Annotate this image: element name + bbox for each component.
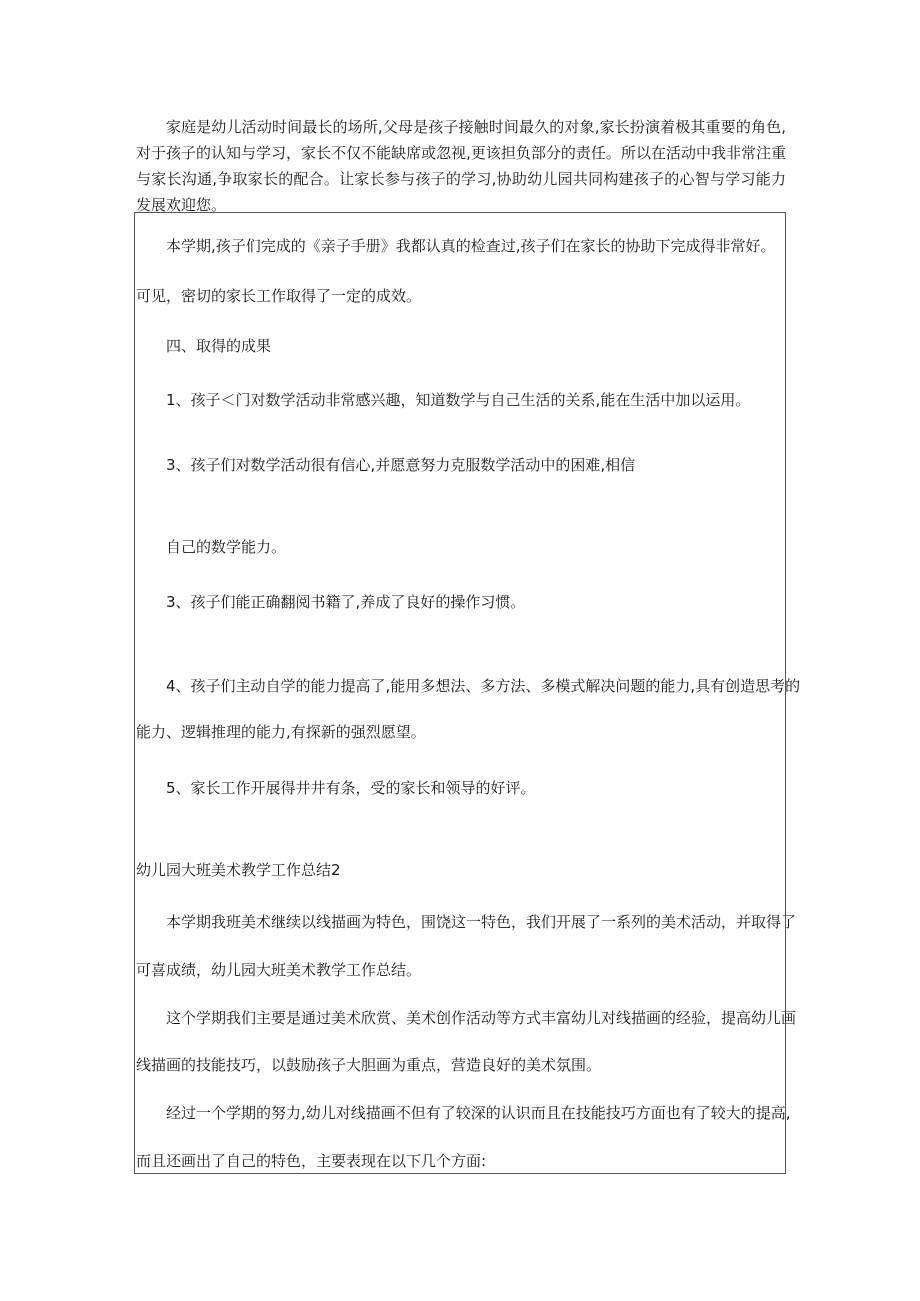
paragraph-art-progress-continued: 而且还画出了自己的特色，主要表现在以下几个方面: bbox=[136, 1152, 487, 1170]
paragraph-art-intro: 本学期我班美术继续以线描画为特色，围饶这一特色，我们开展了一系列的美术活动，并取得了 bbox=[166, 913, 797, 931]
section-heading-results: 四、取得的成果 bbox=[166, 337, 272, 355]
paragraph-art-intro-continued: 可喜成绩，幼儿园大班美术教学工作总结。 bbox=[136, 961, 422, 979]
list-item-3b: 3、孩子们能正确翻阅书籍了,养成了良好的操作习惯。 bbox=[166, 593, 526, 611]
list-item-5: 5、家长工作开展得井井有条，受的家长和领导的好评。 bbox=[166, 779, 536, 797]
paragraph-art-methods: 这个学期我们主要是通过美术欣赏、美术创作活动等方式丰富幼儿对线描画的经验，提高幼儿画 bbox=[166, 1009, 797, 1027]
list-item-1: 1、孩子＜门对数学活动非常感兴趣，知道数学与自己生活的关系,能在生活中加以运用。 bbox=[166, 391, 751, 409]
list-item-3a: 3、孩子们对数学活动很有信心,并愿意努力克服数学活动中的困难,相信 bbox=[166, 456, 636, 474]
paragraph-art-progress: 经过一个学期的努力,幼儿对线描画不但有了较深的认识而且在技能技巧方面也有了较大的提高, bbox=[166, 1104, 791, 1122]
list-item-4: 4、孩子们主动自学的能力提高了,能用多想法、多方法、多模式解决问题的能力,具有创造思考的 bbox=[166, 677, 801, 695]
list-item-3a-continued: 自己的数学能力。 bbox=[166, 538, 287, 556]
paragraph-art-methods-continued: 线描画的技能技巧，以鼓励孩子大胆画为重点，营造良好的美术氛围。 bbox=[136, 1056, 602, 1074]
list-item-4-continued: 能力、逻辑推理的能力,有探新的强烈愿望。 bbox=[136, 723, 426, 741]
paragraph-conclusion: 可见，密切的家长工作取得了一定的成效。 bbox=[136, 287, 422, 305]
paragraph-parent-handbook: 本学期,孩子们完成的《亲子手册》我都认真的检查过,孩子们在家长的协助下完成得非常好。 bbox=[166, 237, 776, 255]
intro-paragraph: 家庭是幼儿活动时间最长的场所,父母是孩子接触时间最久的对象,家长扮演着极其重要的角色,对于孩子的认知与学习，家长不仅不能缺席或忽视,更该担负部分的责任。所以在活动中我非常注重与家长沟通,争取家长的配合。让家长参与孩子的学习,协助幼儿园共同构建孩子的心智与学习能力发展欢迎您。 bbox=[136, 118, 786, 214]
section-title-2: 幼儿园大班美术教学工作总结2 bbox=[136, 861, 341, 879]
